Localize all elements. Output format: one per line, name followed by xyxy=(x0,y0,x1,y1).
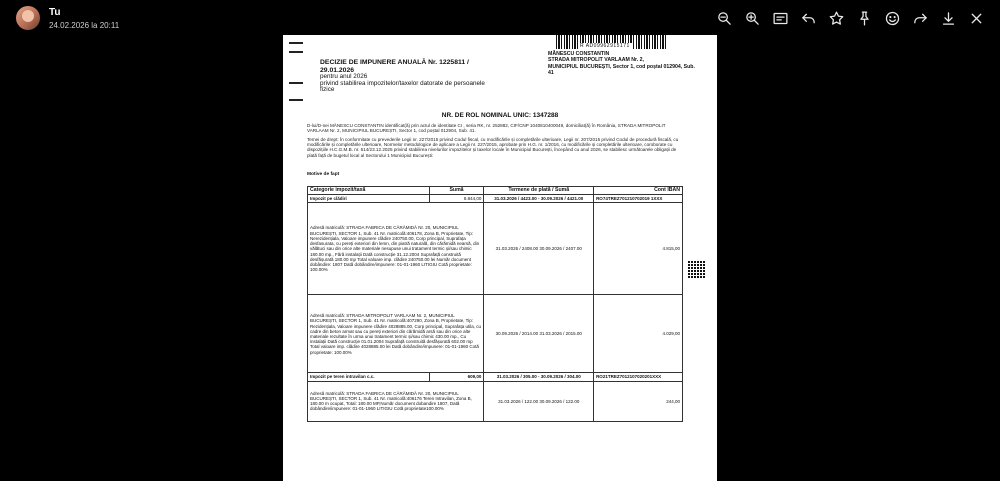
download-button[interactable] xyxy=(939,9,958,28)
close-button[interactable] xyxy=(967,9,986,28)
reply-icon xyxy=(800,10,817,27)
table-row: Adresă matricolă: STRADA MITROPOLIT VARLAAM Nr. 2, MUNICIPIUL BUCUREȘTI, SECTOR 1, Sub. 41 Nr. matricolă:407290, Zona B, Proprietate, Tip: Rezidențiala, Valoare impunere clădire 4028885.00, Corp principal, Suprafața utila, cu cadre din beton armat sau cu pereți exteriori din cărămidă arsă sau din orice alte materiale rezultate în urma unui tratament termic și/sau chimic 430.00 mp., Cu instalații Dată construcție 01.01.2004 Suprafață construită desfășurată 602.00 mp Total valoare imp. clădire 4028885.00 lei Dată dobândire/impunere: 01-01-1960 Cotă proprietate: 100.00% 30.09.2026 / 2014.00 31.03.2026 / 2015.00 4.029,00 xyxy=(308,295,683,373)
zoom-out-icon xyxy=(716,10,733,27)
rol-nominal: NR. DE ROL NOMINAL UNIC: 1347288 xyxy=(441,112,559,119)
col-sum: Sumă xyxy=(429,187,484,195)
pin-icon xyxy=(856,10,873,27)
table-row: Adresă matricolă: STRADA FABRICA DE CĂRĂMIDĂ Nr. 20, MUNICIPIUL BUCUREȘTI, SECTOR 1, Sub. 41 Nr. matricolă:406178, Zona B, Proprietate, Tip: Nerezidențiala, Valoare impunere clădire 240750.00, Corp principal, Suprafața desfasurata, cu pereți exteriori din lemn, din piatră naturală, din cărămidă nearsă, din vălătuci sau din orice alte materiale nesupuse unui tratament termic și/sau chimic 180.00 mp., Fără instalații Dată construcție 31.12.2004 Suprafață construită desfășurată 180.00 mp Total valoare imp. clădire 240750.00 lei Număr document dobândire: 1807 Dată dobândire/impunere: 01-01-1960 LITIGIU Cotă proprietate: 100.00% 31.03.2026 / 2408.00 30.09.2026 / 2407.00 4.815,00 xyxy=(308,203,683,295)
document-subtitle xyxy=(320,74,490,94)
legal-basis-paragraph: Temei de drept: În conformitate cu prevederile Legii nr. 227/2015 privind Codul fiscal, cu modificările și completările ulterioare, Legii nr. 207/2015 privind Codul de procedură fiscală, cu modificările și completările ulterioare, Normelor metodologice de aplicare a Legii nr. 227/2015, aprobate prin H.G. nr. 1/2016, cu modificările și completările ulterioare, coroborate cu dispozițiile H.C.G.M.B. nr. 514/23.12.2025 privind stabilirea nivelurilor impozitelor și taxelor locale în Municipiul București, începând cu anul 2026, se stabilesc următoarele obligații de plată față de bugetul local al Sectorului 1 Municipiul București: xyxy=(307,137,679,158)
col-iban: Cont IBAN xyxy=(594,187,683,195)
subtitle-year: pentru anul 2026 xyxy=(320,73,368,80)
scan-mark xyxy=(289,99,303,101)
forward-icon xyxy=(912,10,929,27)
table-row: Adresă matricolă: STRADA FABRICA DE CĂRĂMIDĂ Nr. 20, MUNICIPIUL BUCUREȘTI, SECTOR 1, Sub. 41 Nr. matricolă:406176 Teren Intravilan, Zona B, 180.00 m ocupat, Total: 180.00 MP,Număr document dobandire 1807, Dată dobândire/impunere: 01-01-1960 LITIGIU Cotă proprietate100.00% 31.03.2026 / 122.00 30.09.2026 / 122.00 244,00 xyxy=(308,381,683,421)
scan-mark xyxy=(289,51,303,53)
document-image xyxy=(283,35,717,481)
zoom-out-button[interactable] xyxy=(715,9,734,28)
scan-mark xyxy=(289,42,303,44)
reply-button[interactable] xyxy=(799,9,818,28)
recipient-address xyxy=(548,51,698,77)
table-header xyxy=(308,187,683,195)
tax-table xyxy=(307,186,683,422)
star-button[interactable] xyxy=(827,9,846,28)
sender-avatar xyxy=(16,6,40,30)
download-icon xyxy=(940,10,957,27)
caption-icon xyxy=(772,10,789,27)
subtitle-purpose: privind stabilirea impozitelor/taxelor datorate de persoanele fizice xyxy=(320,79,485,93)
react-button[interactable] xyxy=(883,9,902,28)
recipient-street: STRADA MITROPOLIT VARLAAM Nr. 2, xyxy=(548,57,644,64)
close-icon xyxy=(968,10,985,27)
barcode-number: R AD09962915171 xyxy=(580,43,630,49)
message-timestamp: 24.02.2026 la 20:11 xyxy=(49,21,120,30)
forward-button[interactable] xyxy=(911,9,930,28)
pin-button[interactable] xyxy=(855,9,874,28)
motive-heading: Motive de fapt xyxy=(307,172,340,177)
zoom-in-button[interactable] xyxy=(743,9,762,28)
col-category: Categorie impozit/taxă xyxy=(308,187,430,195)
table-row: Impozit pe teren intravilan c.c. 609,00 31.03.2026 / 305.00 - 30.09.2026 / 304.00 RO21TREZ7012107020201XXX xyxy=(308,373,683,381)
recipient-city: MUNICIPIUL BUCUREȘTI, Sector 1, cod poștal 012904, Sub. 41 xyxy=(548,63,695,77)
star-icon xyxy=(828,10,845,27)
emoji-icon xyxy=(884,10,901,27)
scan-mark xyxy=(289,82,303,84)
viewer-toolbar xyxy=(715,9,986,28)
identification-paragraph: D-lui/D-nei MĂNESCU CONSTANTIN identificat(ă) prin actul de identitate CI , seria RK, nr. 252882, CIF/CNP 1040810400049, domiciliat(ă) în România, STRADA MITROPOLIT VARLAAM Nr. 2, MUNICIPIUL BUCUREȘTI, Sector 1, cod poștal 012904, Sub. 41. xyxy=(307,123,666,134)
sender-name: Tu xyxy=(49,7,61,18)
zoom-in-icon xyxy=(744,10,761,27)
qr-code xyxy=(688,261,705,278)
table-row: Impozit pe clădiri 8.844,00 31.03.2026 / 4423.00 - 30.09.2026 / 4421.00 RO74TREZ701210702019 1XXX xyxy=(308,195,683,203)
caption-button[interactable] xyxy=(771,9,790,28)
col-terms: Termene de plată / Sumă xyxy=(484,187,594,195)
recipient-name: MĂNESCU CONSTANTIN xyxy=(548,51,610,57)
document-title: DECIZIE DE IMPUNERE ANUALĂ Nr. 1225811 / 29.01.2026 xyxy=(320,59,469,74)
